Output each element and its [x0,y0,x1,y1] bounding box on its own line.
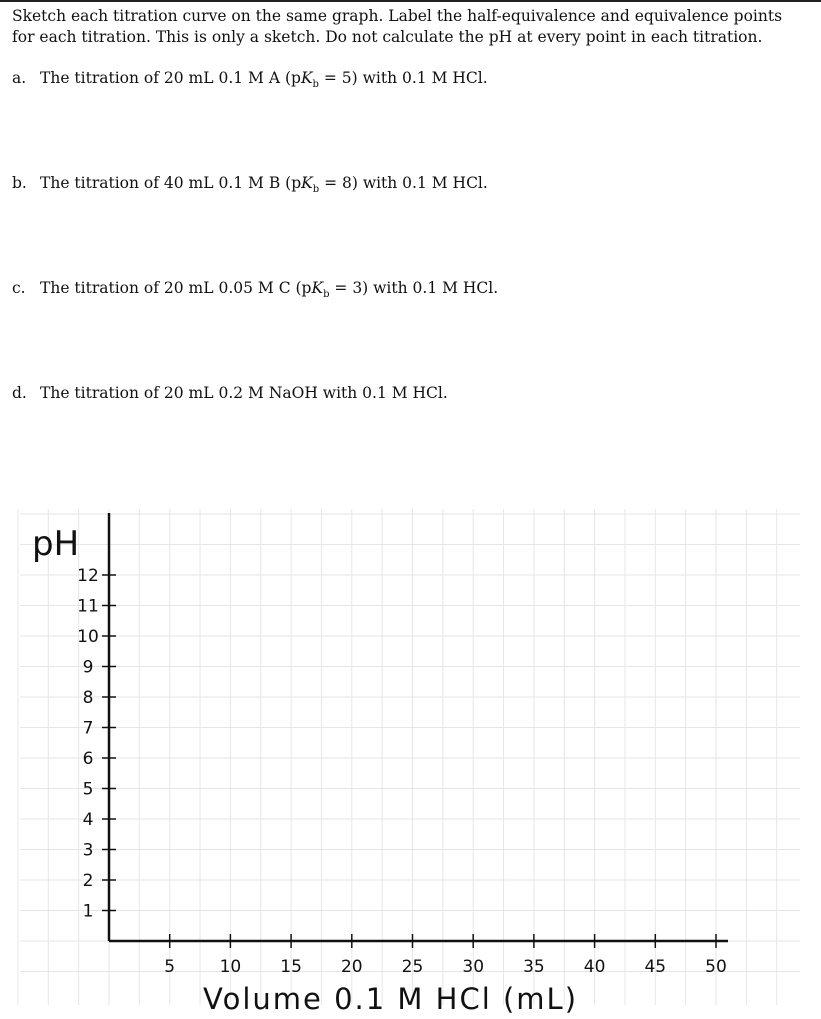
graph-ticks [77,566,727,977]
question-a [12,69,488,90]
y-tick-label: 7 [82,718,94,739]
question-text: The titration of 20 mL 0.05 M C (p [40,279,312,297]
x-tick-label: 5 [164,957,176,977]
y-tick-label: 10 [77,627,99,647]
question-letter: c. [12,279,26,297]
y-tick-label: 12 [77,566,99,586]
y-tick-label: 3 [82,840,94,861]
pk-symbol: K [301,174,313,192]
x-tick-label: 10 [219,957,242,977]
pk-subscript: b [312,79,319,91]
question-text: The titration of 20 mL 0.2 M NaOH with 0.1 M HCl. [40,384,448,402]
y-tick-label: 4 [82,810,94,830]
x-tick-label: 35 [523,957,545,977]
y-axis-label: pH [32,524,80,564]
ph-graph [0,505,821,1019]
x-tick-label: 45 [644,957,667,977]
x-tick-label: 40 [583,957,606,977]
pk-symbol: K [300,69,313,87]
pk-symbol: K [311,279,324,297]
top-rule [0,0,821,2]
y-tick-label: 1 [82,901,94,922]
x-tick-label: 30 [462,957,485,977]
y-tick-label: 6 [82,749,94,769]
y-tick-label: 2 [82,871,94,891]
y-tick-label: 9 [82,657,94,678]
x-tick-label: 25 [401,957,424,977]
x-axis-label: Volume 0.1 M HCl (mL) [203,982,579,1016]
question-text: The titration of 40 mL 0.1 M B (p [40,174,302,192]
instructions: Sketch each titration curve on the same graph. Label the half-equivalence and equivalence points for each titration. This is only a sketch. Do not calculate the pH at every point in each titration. [12,7,783,46]
question-text-end: = 8) with 0.1 M HCl. [319,174,488,192]
x-tick-label: 50 [705,957,727,977]
question-b [12,174,488,195]
question-letter: b. [12,174,27,192]
x-tick-label: 15 [280,957,302,977]
y-tick-label: 8 [82,688,94,708]
pk-subscript: b [312,184,320,196]
pk-subscript: b [323,289,330,301]
x-tick-label: 20 [340,957,363,977]
question-text-end: = 3) with 0.1 M HCl. [329,279,499,297]
question-c [12,279,498,300]
question-letter: a. [12,69,27,87]
question-d [12,384,448,402]
y-tick-label: 5 [82,779,94,800]
graph-grid [18,509,800,1005]
question-text: The titration of 20 mL 0.1 M A (p [40,69,301,87]
question-letter: d. [12,384,27,402]
y-tick-label: 11 [77,596,99,617]
question-text-end: = 5) with 0.1 M HCl. [318,69,488,87]
